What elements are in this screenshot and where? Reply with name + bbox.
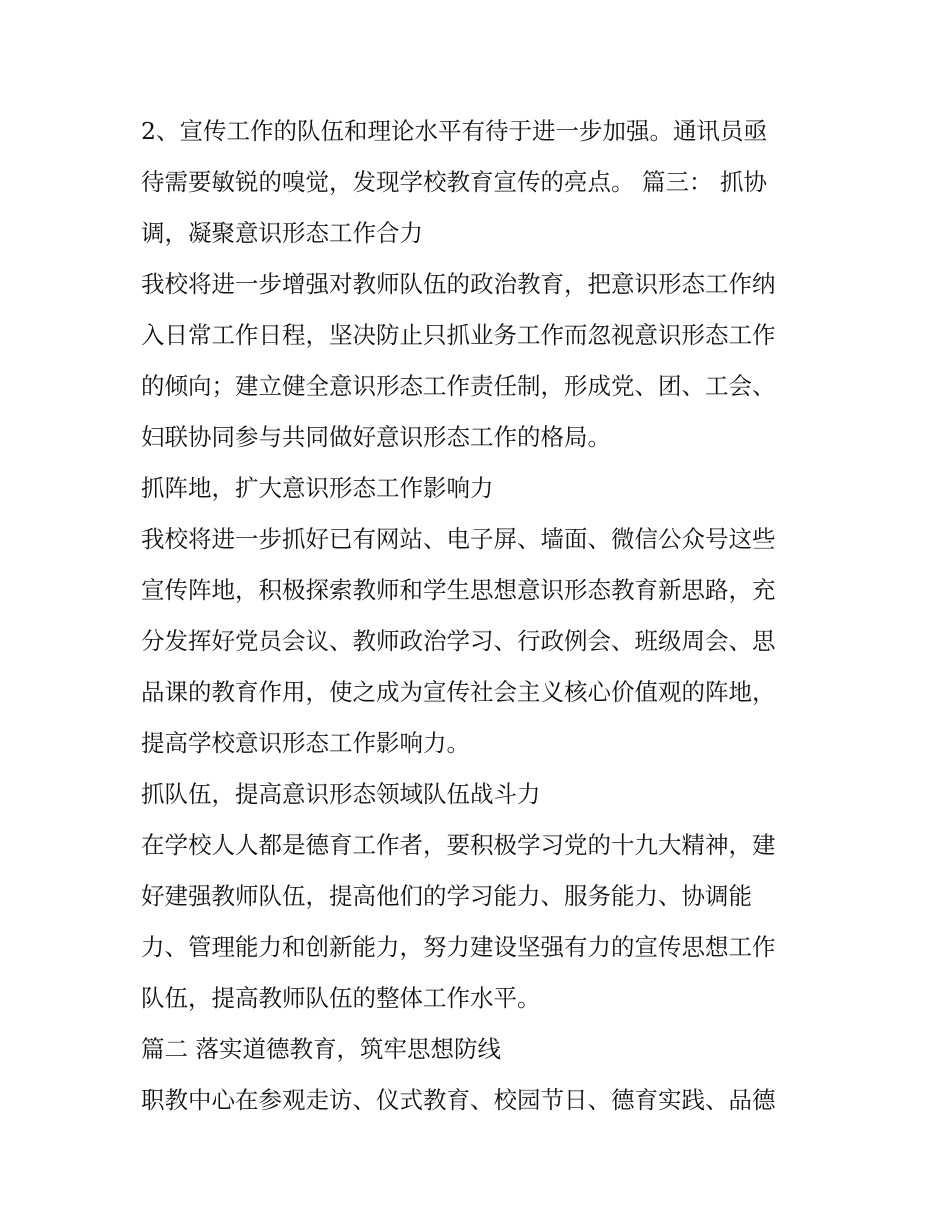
text-line: 力、管理能力和创新能力，努力建设坚强有力的宣传思想工作	[141, 933, 776, 961]
text-line: 妇联协同参与共同做好意识形态工作的格局。	[141, 423, 611, 451]
text-line: 2、宣传工作的队伍和理论水平有待于进一步加强。通讯员亟	[141, 117, 767, 145]
text-line: 我校将进一步抓好已有网站、电子屏、墙面、微信公众号这些	[141, 525, 776, 553]
text-line: 职教中心在参观走访、仪式教育、校园节日、德育实践、品德	[141, 1086, 776, 1114]
section-heading: 篇二 落实道德教育，筑牢思想防线	[141, 1035, 501, 1063]
text-line: 分发挥好党员会议、教师政治学习、行政例会、班级周会、思	[141, 627, 776, 655]
document-body	[141, 106, 821, 1126]
text-line: 提高学校意识形态工作影响力。	[141, 729, 470, 757]
text-line: 在学校人人都是德育工作者，要积极学习党的十九大精神，建	[141, 831, 776, 859]
text-line: 队伍，提高教师队伍的整体工作水平。	[141, 984, 541, 1012]
text-line: 的倾向；建立健全意识形态工作责任制，形成党、团、工会、	[141, 372, 776, 400]
text-line: 入日常工作日程，坚决防止只抓业务工作而忽视意识形态工作	[141, 321, 776, 349]
section-heading: 抓阵地，扩大意识形态工作影响力	[141, 474, 494, 502]
text-line: 品课的教育作用，使之成为宣传社会主义核心价值观的阵地，	[141, 678, 776, 706]
text-line: 宣传阵地，积极探索教师和学生思想意识形态教育新思路，充	[141, 576, 776, 604]
text-line: 调，凝聚意识形态工作合力	[141, 219, 423, 247]
text-line: 好建强教师队伍，提高他们的学习能力、服务能力、协调能	[141, 882, 752, 910]
section-heading: 抓队伍，提高意识形态领域队伍战斗力	[141, 780, 541, 808]
text-line: 我校将进一步增强对教师队伍的政治教育，把意识形态工作纳	[141, 270, 776, 298]
text-line: 待需要敏锐的嗅觉，发现学校教育宣传的亮点。 篇三： 抓协	[141, 168, 767, 196]
